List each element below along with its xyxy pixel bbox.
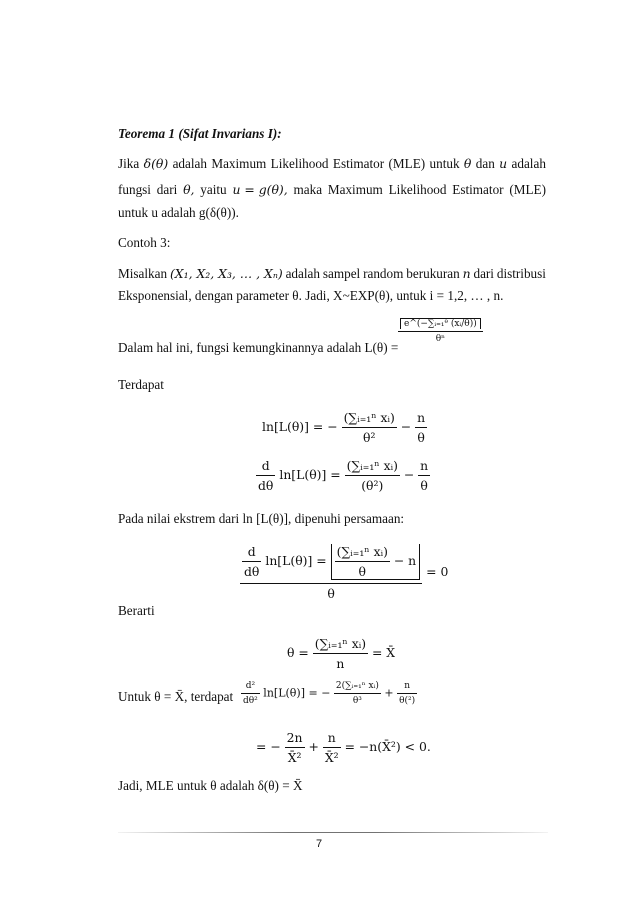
page-number: 7 — [315, 838, 323, 850]
equation-5: $\frac{\text{d²}}{\text{dθ²}}$ ln[L(θ)] = − $\frac{\text{2(∑ᵢ₌₁ⁿ xᵢ)}}{\text{θ³}}$ + $\frac{n}{\text{θ(²)}}$ — [243, 681, 416, 706]
likelihood-text: Dalam hal ini, fungsi kemungkinannya adalah L(θ) = — [118, 340, 399, 355]
conclusion-text: Jadi, MLE untuk θ adalah δ(θ) = X̄ — [118, 778, 303, 793]
equation-4: θ = $\frac{\text{(∑ᵢ₌₁ⁿ xᵢ)}}{n}$ = X̄ — [287, 636, 396, 671]
theorem-line-3: untuk u adalah g(δ(θ)). — [118, 205, 239, 220]
likelihood-fraction — [398, 318, 483, 344]
ekstrem-text: Pada nilai ekstrem dari ln [L(θ)], dipenuhi persamaan: — [118, 511, 405, 526]
equation-2: $\frac{d}{d\theta}$ ln[L(θ)] = $\frac{\text{(∑ᵢ₌₁ⁿ xᵢ)}}{\text{(θ²)}}$ − $\frac{n}{\theta}$ — [258, 458, 429, 493]
terdapat-label: Terdapat — [118, 377, 164, 392]
equation-6: = − $\frac{2n}{\text{X̄²}}$ + $\frac{n}{\text{X̄²}}$ = −n(X̄²) < 0. — [256, 730, 431, 765]
equation-1: ln[L(θ)] = − $\frac{\text{(∑ᵢ₌₁ⁿ xᵢ)}}{\text{θ²}}$ − $\frac{n}{\theta}$ — [262, 410, 426, 445]
berarti-label: Berarti — [118, 603, 155, 618]
likelihood-numerator: e^(−∑ᵢ₌₁ᶿ (xᵢ/θ)) — [400, 318, 481, 329]
theorem-line-2: fungsi dari θ, yaitu u = g(θ), maka Maximum Likelihood Estimator (MLE) — [118, 182, 546, 197]
example-line-1: Misalkan (X₁, X₂, X₃, … , Xₙ) adalah sampel random berukuran n dari distribusi — [118, 266, 546, 281]
likelihood-denominator: θⁿ — [435, 334, 446, 344]
theorem-line-1: Jika δ(θ) adalah Maximum Likelihood Estimator (MLE) untuk θ dan u adalah — [118, 156, 546, 171]
footer-divider — [118, 832, 548, 833]
equation-3: $\frac{d}{d\theta}$ ln[L(θ)] = $\frac{\text{(∑ᵢ₌₁ⁿ xᵢ)}}{\theta}$ − n θ = 0 — [240, 544, 448, 601]
untuk-text: Untuk θ = X̄, terdapat — [118, 689, 234, 704]
example-label: Contoh 3: — [118, 235, 171, 250]
theorem-title: Teorema 1 (Sifat Invarians I): — [118, 126, 282, 141]
example-line-2: Eksponensial, dengan parameter θ. Jadi, X~EXP(θ), untuk i = 1,2, … , n. — [118, 288, 504, 303]
